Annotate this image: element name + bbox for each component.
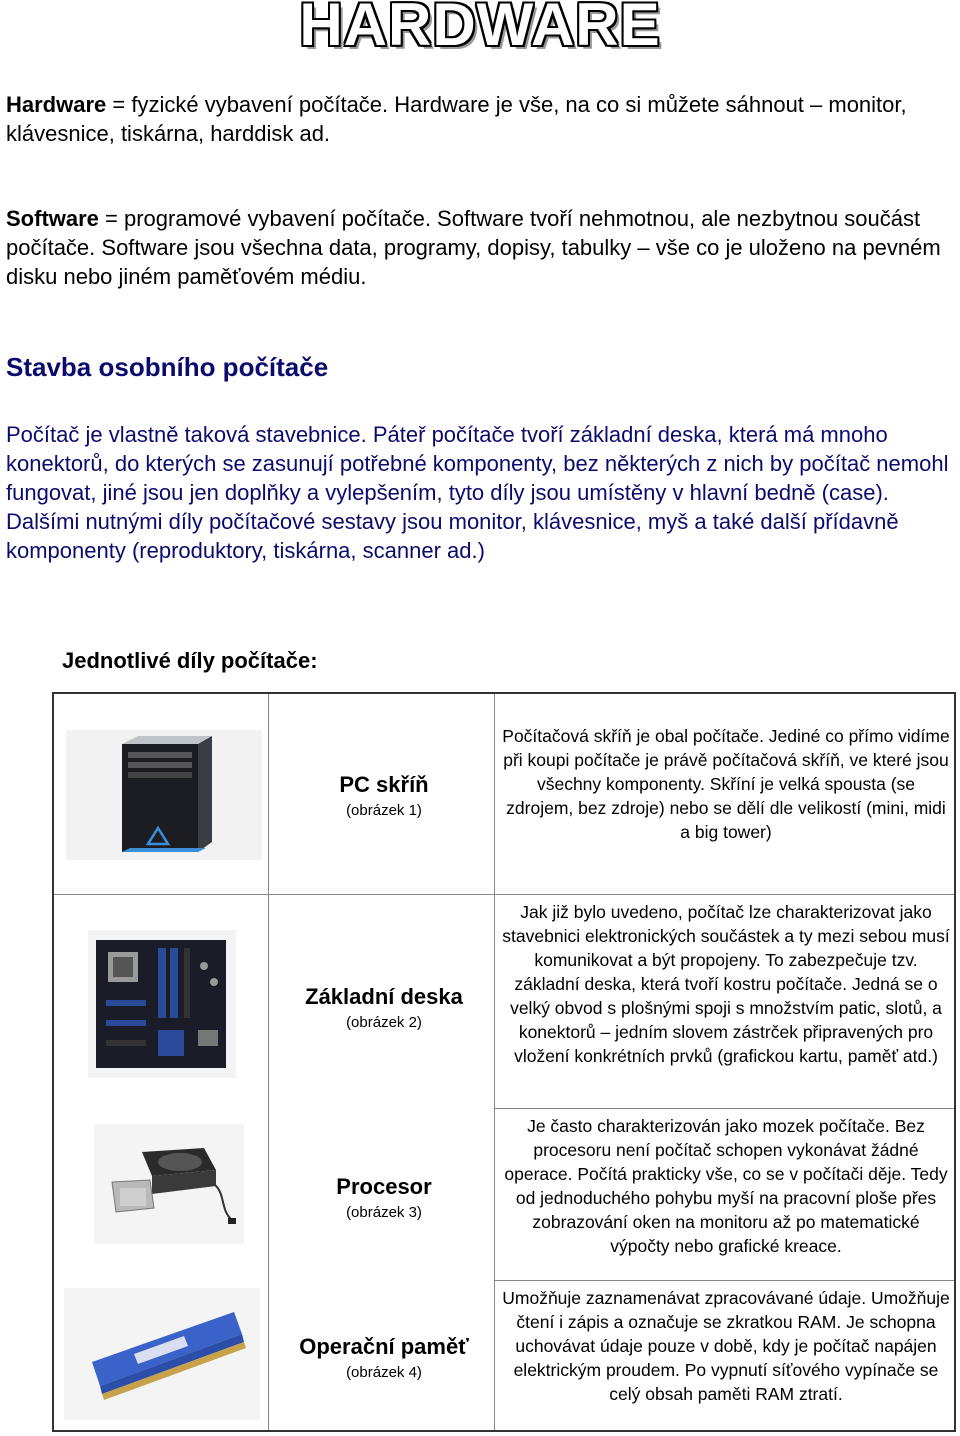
- software-paragraph: [6, 204, 946, 291]
- part-description: Počítačová skříň je obal počítače. Jediné co přímo vidíme při koupi počítače je právě počítačová skříň, ve které jsou všechny komponenty. Skříní je velká spousta (se zdrojem, bez zdroje) nebo se dělí dle velikostí (mini, midi a big tower): [502, 726, 950, 842]
- page-title: HARDWARE: [299, 0, 661, 58]
- part-name-cell: [274, 984, 494, 1031]
- motherboard-image: [88, 930, 236, 1078]
- section-heading: Stavba osobního počítače: [6, 352, 329, 382]
- part-name: PC skříň: [339, 772, 429, 797]
- row-divider: [54, 894, 954, 895]
- hardware-paragraph: [6, 90, 946, 148]
- build-paragraph: Počítač je vlastně taková stavebnice. Páteř počítače tvoří základní deska, která má mnoho konektorů, do kterých se zasunují potřebné komponenty, bez některých z nich by počítač nemohl fungovat, jiné jsou jen doplňky a vylepšením, tyto díly jsou umístěny v hlavní bedně (case). Dalšími nutnými díly počítačové sestavy jsou monitor, klávesnice, myš a také další přídavně komponenty (reproduktory, tiskárna, scanner ad.): [6, 422, 949, 563]
- software-term: Software: [6, 206, 99, 231]
- parts-table: [52, 692, 956, 1432]
- column-divider: [494, 694, 495, 1430]
- part-caption: (obrázek 1): [346, 802, 422, 819]
- part-name-cell: [274, 1174, 494, 1221]
- ram-module-image: [64, 1288, 260, 1420]
- part-name-cell: [274, 1334, 494, 1381]
- part-name: Základní deska: [305, 984, 463, 1009]
- part-caption: (obrázek 4): [346, 1364, 422, 1381]
- row-divider: [494, 1108, 954, 1109]
- part-description: Umožňuje zaznamenávat zpracovávané údaje. Umožňuje čtení i zápis a označuje se zkratkou RAM. Je schopna uchovávat údaje pouze v době, kdy je počítač napájen elektrickým proudem. Po vypnutí síťového vypínače se celý obsah paměti RAM ztratí.: [502, 1288, 950, 1404]
- part-description: Jak již bylo uvedeno, počítač lze charakterizovat jako stavebnici elektronických součástek a ty mezi sebou musí komunikovat a být propojeny. To zabezpečuje tzv. základní deska, která tvoří kostru počítače. Jedná se o velký obvod s plošnými spoji s množstvím patic, slotů, a konektorů – jedním slovem zástrček připravených pro vložení konkrétních prvků (grafickou kartu, paměť atd.): [502, 902, 950, 1066]
- pc-case-image: [66, 730, 262, 860]
- part-caption: (obrázek 3): [346, 1204, 422, 1221]
- part-caption: (obrázek 2): [346, 1014, 422, 1031]
- hardware-definition: = fyzické vybavení počítače. Hardware je vše, na co si můžete sáhnout – monitor, klávesnice, tiskárna, harddisk ad.: [6, 92, 907, 146]
- part-name: Procesor: [336, 1174, 432, 1199]
- processor-image: [94, 1124, 244, 1244]
- row-divider: [494, 1280, 954, 1281]
- hardware-term: Hardware: [6, 92, 107, 117]
- software-definition: = programové vybavení počítače. Software tvoří nehmotnou, ale nezbytnou součást počítače. Software jsou všechna data, programy, dopisy, tabulky – vše co je uloženo na pevném disku nebo jiném paměťovém médiu.: [6, 206, 941, 289]
- parts-heading: Jednotlivé díly počítače:: [62, 648, 318, 673]
- column-divider: [268, 694, 269, 1430]
- part-name-cell: [274, 772, 494, 819]
- part-name: Operační paměť: [299, 1334, 469, 1359]
- part-description: Je často charakterizován jako mozek počítače. Bez procesoru není počítač schopen vykonávat žádné operace. Počítá prakticky vše, co se v počítači děje. Tedy od jednoduchého pohybu myší na pracovní ploše přes zobrazování oken na monitoru až po matematické výpočty nebo grafické kreace.: [504, 1116, 948, 1256]
